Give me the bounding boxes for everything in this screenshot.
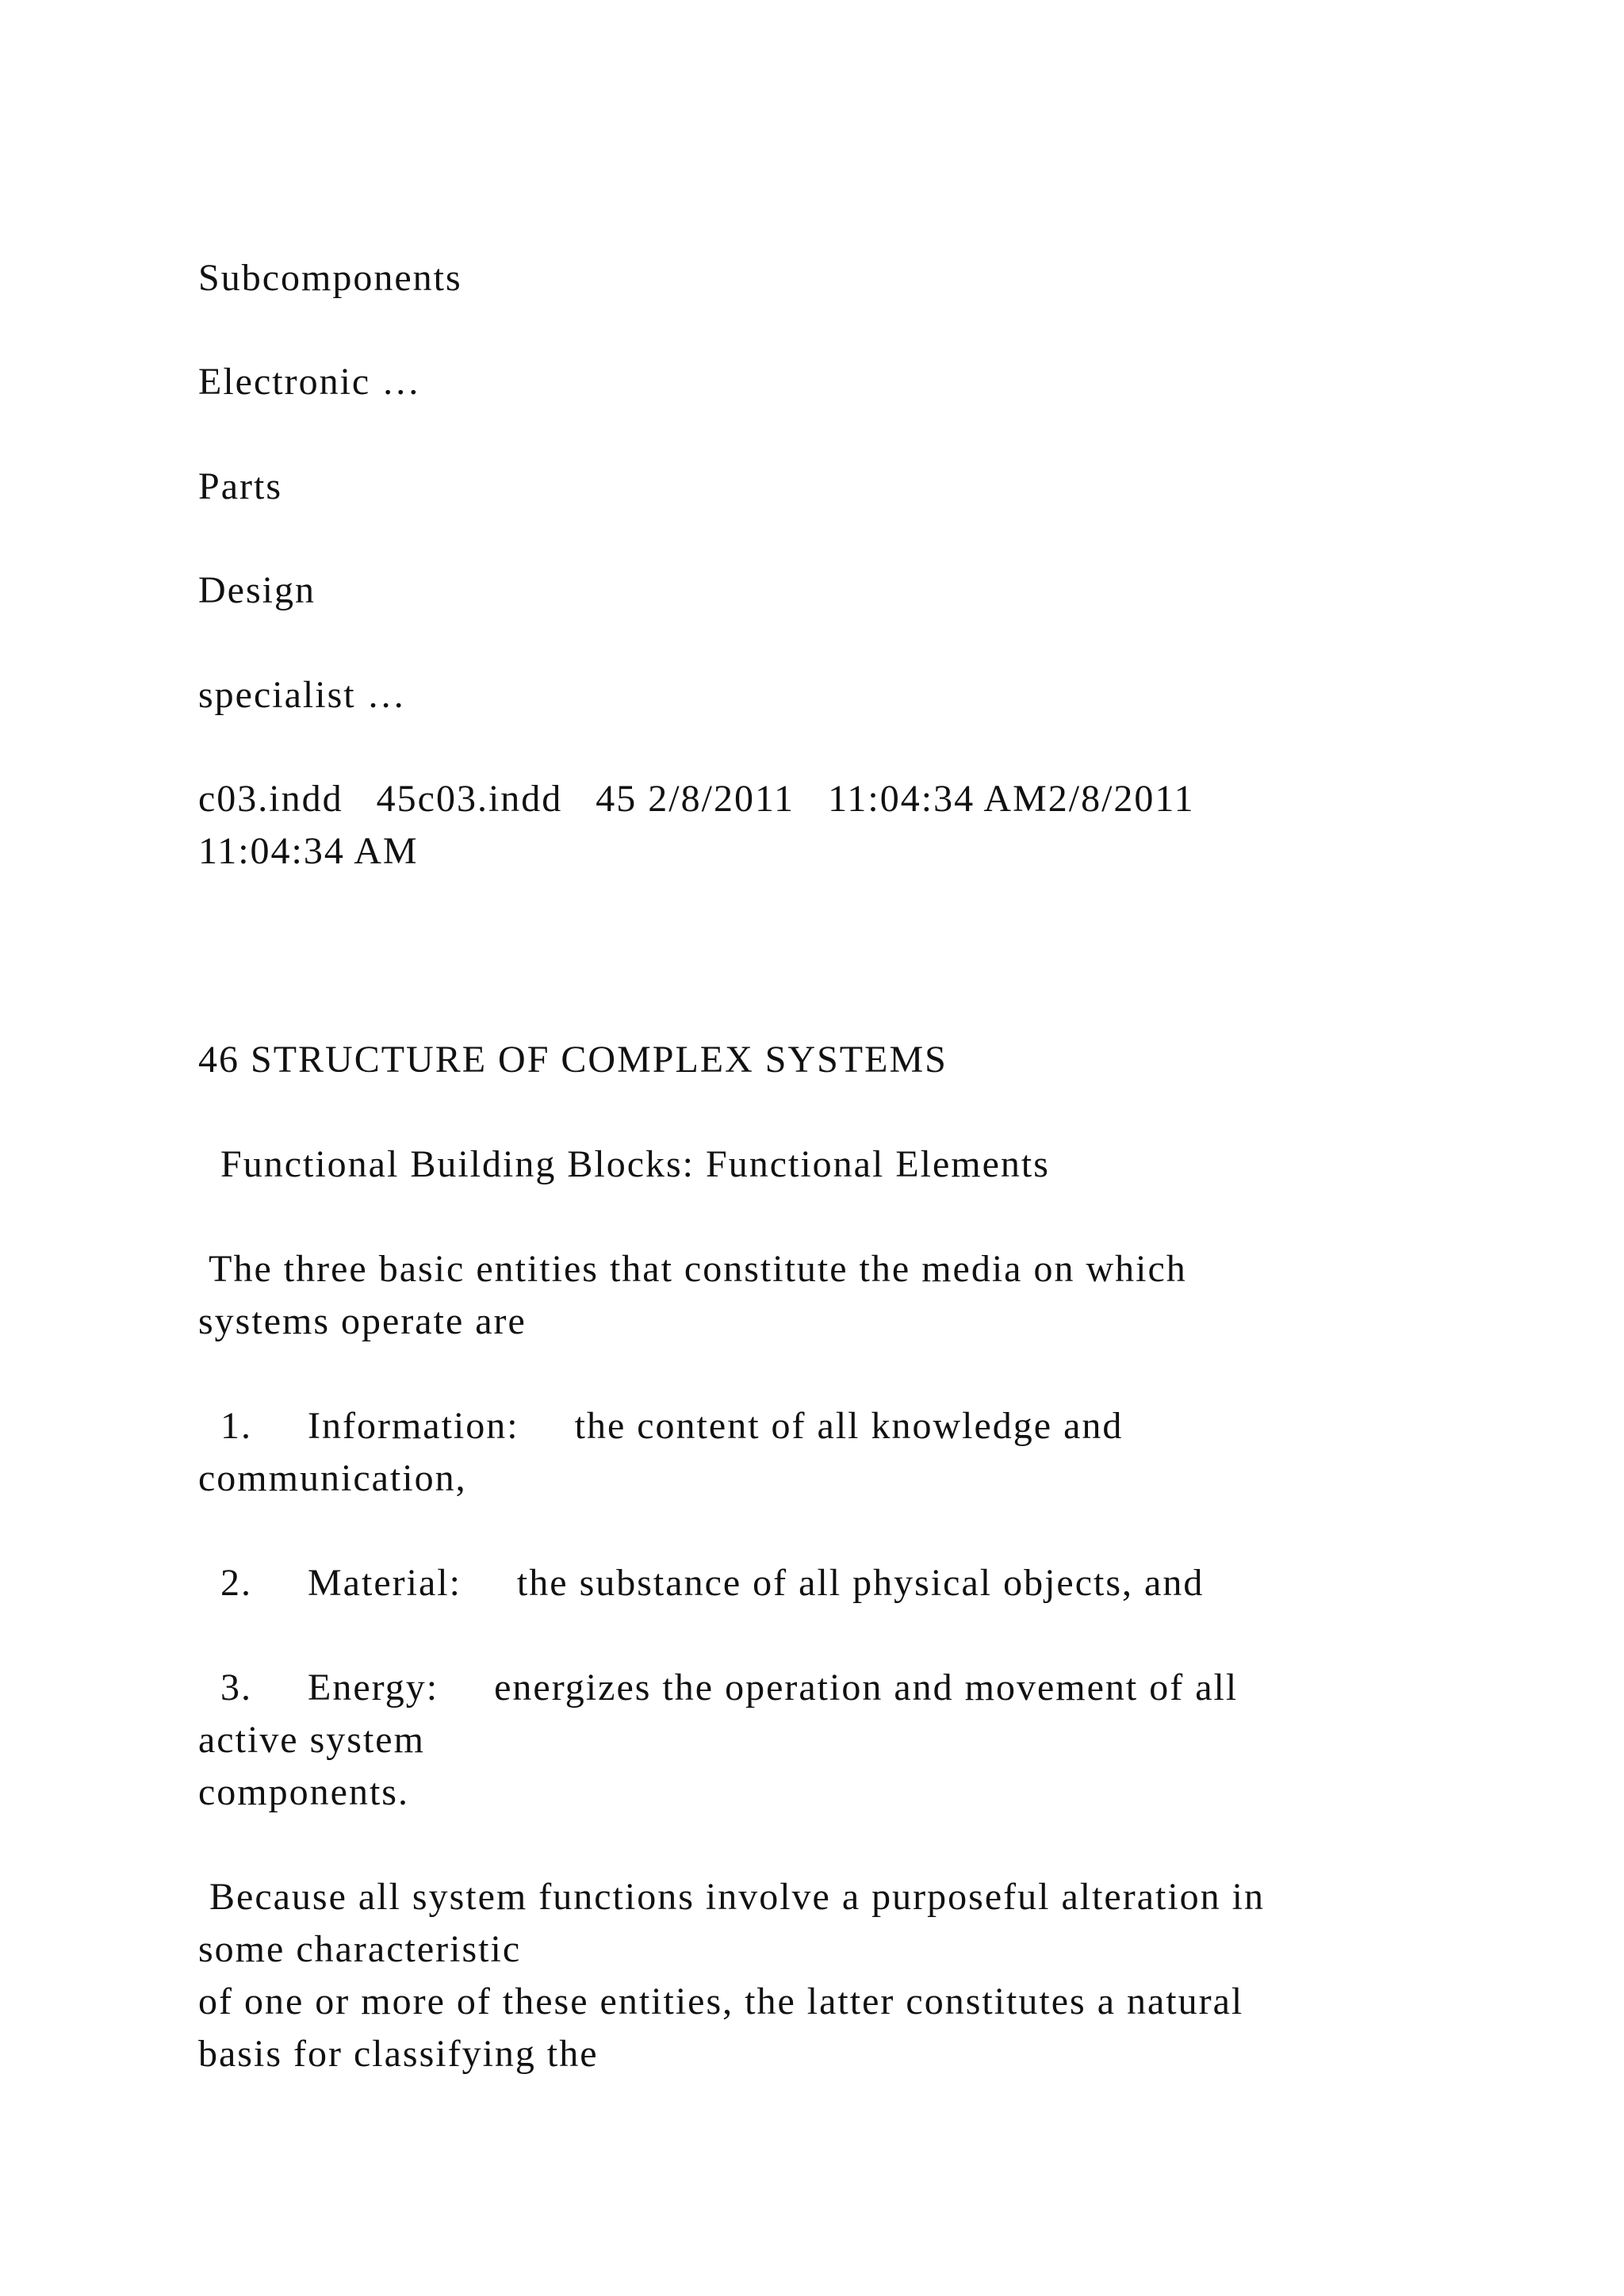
text-line: Electronic … <box>198 361 422 403</box>
paragraph-line: some characteristic <box>198 1928 522 1970</box>
footer-slug-line: c03.indd 45c03.indd 45 2/8/2011 11:04:34 AM2/8/2011 <box>198 778 1195 820</box>
running-header: 46 STRUCTURE OF COMPLEX SYSTEMS <box>198 1039 948 1081</box>
list-item-line: 3. Energy: energizes the operation and movement of all <box>198 1667 1239 1709</box>
paragraph-line: The three basic entities that constitute the media on which <box>198 1248 1187 1290</box>
section-heading: Functional Building Blocks: Functional Elements <box>198 1143 1050 1185</box>
text-line: Parts <box>198 465 282 507</box>
list-item-line: 1. Information: the content of all knowledge and <box>198 1405 1124 1447</box>
text-line: specialist … <box>198 674 407 716</box>
text-line: Subcomponents <box>198 257 462 299</box>
list-item-line: 2. Material: the substance of all physical objects, and <box>198 1562 1205 1604</box>
footer-slug-line: 11:04:34 AM <box>198 830 419 872</box>
paragraph-line: Because all system functions involve a purposeful alteration in <box>198 1876 1266 1918</box>
paragraph-line: systems operate are <box>198 1300 527 1342</box>
list-item-line: active system <box>198 1719 425 1761</box>
list-item-line: communication, <box>198 1457 467 1499</box>
text-line: Design <box>198 569 316 611</box>
paragraph-line: of one or more of these entities, the latter constitutes a natural <box>198 1980 1244 2022</box>
paragraph-line: basis for classifying the <box>198 2033 599 2075</box>
list-item-line: components. <box>198 1771 409 1813</box>
